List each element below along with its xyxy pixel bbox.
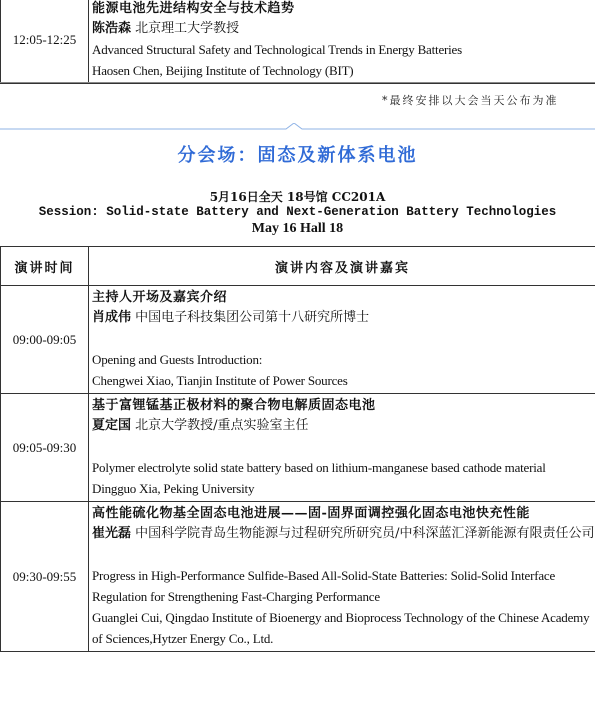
speaker-en: Haosen Chen, Beijing Institute of Technology (BIT) bbox=[92, 63, 354, 78]
talk-title-cn: 主持人开场及嘉宾介绍 bbox=[92, 290, 228, 305]
talk-title-en: Polymer electrolyte solid state battery based on lithium-manganese based cathode material bbox=[92, 460, 546, 475]
talk-title-en: Progress in High-Performance Sulfide-Based All-Solid-State Batteries: Solid-Solid Interface Regulation for Strengthening Fast-Charging Performance bbox=[92, 568, 556, 604]
speaker-affiliation-cn: 中国科学院青岛生物能源与过程研究所研究员/中科深蓝汇泽新能源有限责任公司 bbox=[135, 526, 595, 541]
talk-content bbox=[89, 286, 595, 394]
session-date-hall-cn: 5月16日全天 18号馆 CC201A bbox=[209, 190, 386, 204]
speaker-affiliation-cn: 北京理工大学教授 bbox=[135, 21, 240, 36]
header-content: 演讲内容及演讲嘉宾 bbox=[89, 247, 595, 286]
talk-title-cn: 高性能硫化物基全固态电池进展——固-固界面调控强化固态电池快充性能 bbox=[92, 506, 530, 521]
talk-content bbox=[89, 394, 595, 502]
talk-content bbox=[89, 502, 595, 652]
table-row bbox=[1, 394, 595, 502]
session-date-hall-en: May 16 Hall 18 bbox=[251, 221, 344, 236]
spacer bbox=[92, 436, 595, 457]
talk-title-cn: 能源电池先进结构安全与技术趋势 bbox=[92, 1, 295, 16]
talk-content bbox=[89, 0, 595, 84]
previous-session-table bbox=[0, 0, 595, 84]
speaker-cn bbox=[92, 524, 595, 544]
table-row bbox=[1, 0, 595, 84]
table-header-row bbox=[1, 247, 595, 286]
session-title: 分会场：固态及新体系电池 bbox=[177, 145, 418, 166]
speaker-cn bbox=[92, 416, 595, 436]
speaker-affiliation-cn: 北京大学教授/重点实验室主任 bbox=[135, 418, 309, 433]
talk-title-en: Opening and Guests Introduction: bbox=[92, 352, 263, 367]
talk-title-cn: 基于富锂锰基正极材料的聚合物电解质固态电池 bbox=[92, 398, 376, 413]
table-row bbox=[1, 286, 595, 394]
header-time: 演讲时间 bbox=[1, 247, 89, 286]
session-title-en: Session: Solid-state Battery and Next-Generation Battery Technologies bbox=[38, 205, 557, 219]
speaker-affiliation-cn: 中国电子科技集团公司第十八研究所博士 bbox=[135, 310, 370, 325]
spacer bbox=[92, 544, 595, 565]
speaker-name-cn: 崔光磊 bbox=[92, 526, 132, 541]
speaker-cn bbox=[92, 19, 595, 39]
schedule-table bbox=[0, 246, 595, 652]
talk-title-en: Advanced Structural Safety and Technological Trends in Energy Batteries bbox=[92, 42, 462, 57]
speaker-name-cn: 陈浩森 bbox=[92, 21, 132, 36]
talk-time: 09:05-09:30 bbox=[1, 394, 89, 502]
talk-time: 09:00-09:05 bbox=[1, 286, 89, 394]
speaker-en: Dingguo Xia, Peking University bbox=[92, 481, 255, 496]
schedule-note: *最终安排以大会当天公布为准 bbox=[382, 94, 559, 107]
section-divider bbox=[0, 123, 595, 135]
spacer bbox=[92, 328, 595, 349]
talk-time: 12:05-12:25 bbox=[1, 0, 89, 84]
speaker-en: Guanglei Cui, Qingdao Institute of Bioenergy and Bioprocess Technology of the Chinese Academy of Sciences,Hytzer Energy Co., Ltd. bbox=[92, 610, 590, 646]
talk-time: 09:30-09:55 bbox=[1, 502, 89, 652]
speaker-en: Chengwei Xiao, Tianjin Institute of Power Sources bbox=[92, 373, 348, 388]
speaker-cn bbox=[92, 308, 595, 328]
separator-line bbox=[0, 82, 595, 83]
table-row bbox=[1, 502, 595, 652]
speaker-name-cn: 夏定国 bbox=[92, 418, 132, 433]
speaker-name-cn: 肖成伟 bbox=[92, 310, 132, 325]
